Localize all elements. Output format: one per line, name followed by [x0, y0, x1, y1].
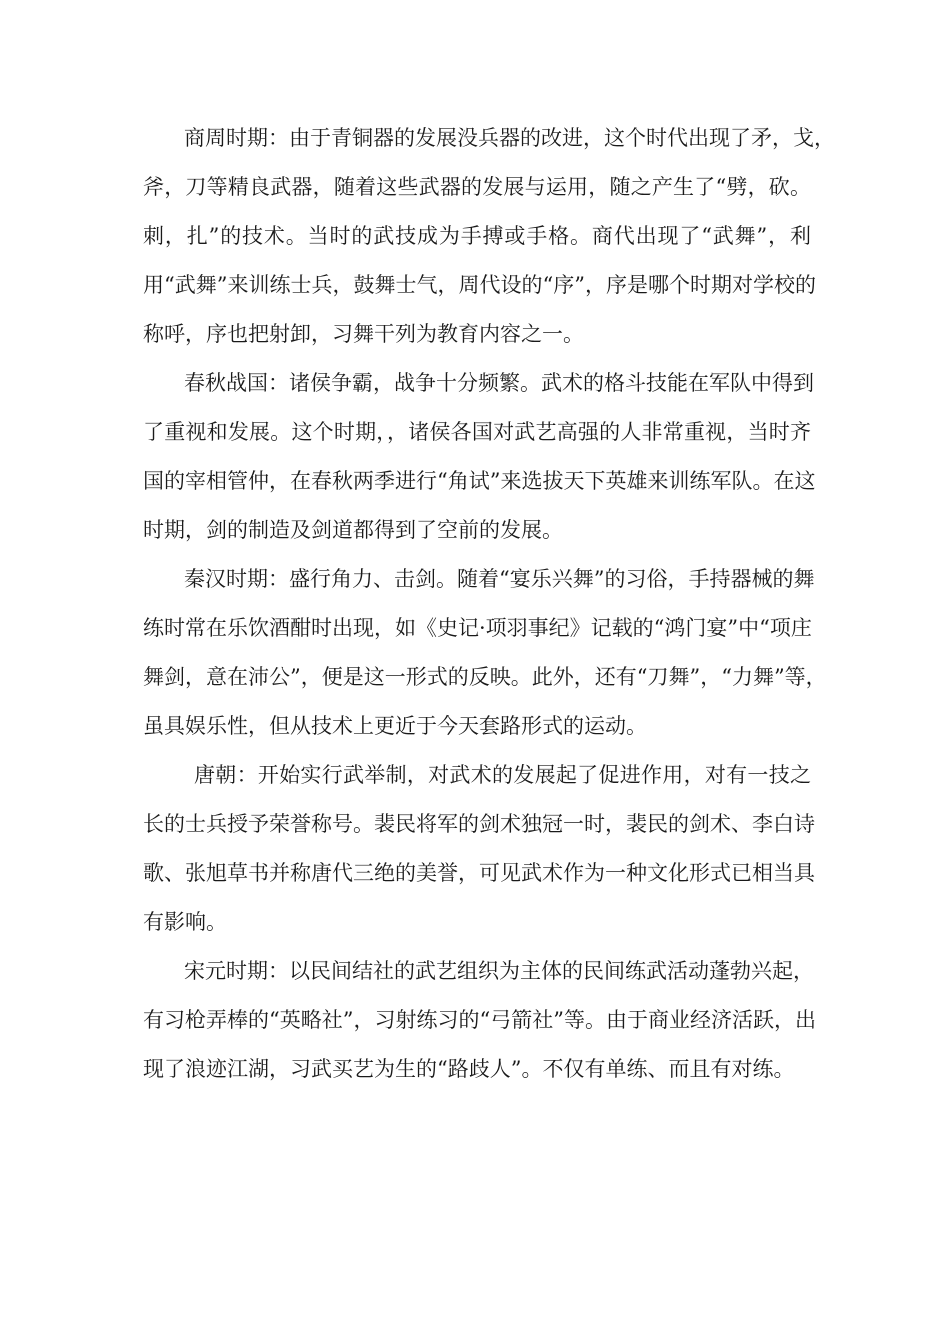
text-line: 用“武舞”来训练士兵，鼓舞士气，周代设的“序”，序是哪个时期对学校的: [143, 273, 816, 297]
text-line: 商周时期：由于青铜器的发展没兵器的改进，这个时代出现了矛，戈，: [184, 126, 835, 150]
paragraph-tang: [143, 751, 815, 947]
text-line: 有习枪弄棒的“英略社”，习射练习的“弓箭社”等。由于商业经济活跃，出: [143, 1008, 816, 1032]
text-line: 练时常在乐饮酒酣时出现，如《史记·项羽事纪》记载的“鸿门宴”中“项庄: [143, 616, 812, 640]
text-line: 秦汉时期：盛行角力、击剑。随着“宴乐兴舞”的习俗，手持器械的舞: [184, 567, 815, 591]
text-line: 歌、张旭草书并称唐代三绝的美誉，可见武术作为一种文化形式已相当具: [143, 861, 815, 885]
text-line: 了重视和发展。这个时期，，诸侯各国对武艺高强的人非常重视，当时齐: [143, 420, 811, 444]
text-line: 时期，剑的制造及剑道都得到了空前的发展。: [143, 518, 563, 542]
text-line: 唐朝：开始实行武举制，对武术的发展起了促进作用，对有一技之: [194, 763, 811, 787]
text-line: 春秋战国：诸侯争霸，战争十分频繁。武术的格斗技能在军队中得到: [184, 371, 814, 395]
paragraph-song-yuan: [143, 947, 816, 1094]
text-line: 舞剑，意在沛公”，便是这一形式的反映。此外，还有“刀舞”，“力舞”等，: [143, 665, 827, 689]
document-body: [143, 114, 835, 1094]
paragraph-shang-zhou: [143, 114, 835, 359]
text-line: 称呼，序也把射卸，习舞干列为教育内容之一。: [143, 322, 584, 346]
text-line: 有影响。: [143, 910, 227, 934]
text-line: 刺，扎”的技术。当时的武技成为手搏或手格。商代出现了“武舞”，利: [143, 224, 811, 248]
text-line: 现了浪迹江湖，习武买艺为生的“路歧人”。不仅有单练、而且有对练。: [143, 1057, 795, 1081]
paragraph-chunqiu-zhanguo: [143, 359, 816, 555]
text-line: 虽具娱乐性，但从技术上更近于今天套路形式的运动。: [143, 714, 647, 738]
text-line: 国的宰相管仲，在春秋两季进行“角试”来选拔天下英雄来训练军队。在这: [143, 469, 816, 493]
text-line: 长的士兵授予荣誉称号。裴民将军的剑术独冠一时，裴民的剑术、李白诗: [143, 812, 815, 836]
text-line: 斧，刀等精良武器，随着这些武器的发展与运用，随之产生了“劈，砍。: [143, 175, 811, 199]
paragraph-qin-han: [143, 555, 827, 751]
text-line: 宋元时期：以民间结社的武艺组织为主体的民间练武活动蓬勃兴起，: [184, 959, 814, 983]
